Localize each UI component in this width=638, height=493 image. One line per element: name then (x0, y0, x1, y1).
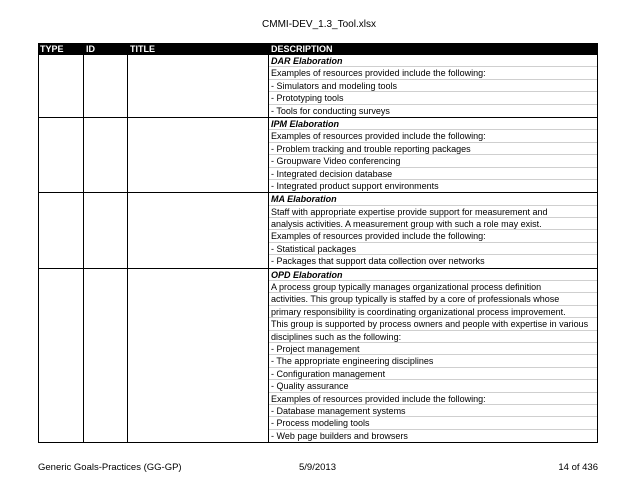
elaboration-heading: DAR Elaboration (269, 55, 597, 67)
description-line: - Integrated product support environments (271, 180, 439, 191)
description-line: - Problem tracking and trouble reporting packages (269, 143, 597, 155)
table-row (38, 269, 598, 443)
description-line: - Statistical packages (269, 243, 597, 255)
description-cell (269, 193, 597, 267)
footer-page-number: 14 of 436 (558, 462, 598, 473)
description-line: - Project management (269, 343, 597, 355)
header-title: TITLE (130, 44, 155, 54)
description-line: A process group typically manages organizational process definition (269, 281, 597, 293)
header-description: DESCRIPTION (271, 44, 333, 54)
description-cell (269, 118, 597, 192)
description-line: Examples of resources provided include the following: (269, 230, 597, 242)
description-line: disciplines such as the following: (269, 331, 597, 343)
description-line: activities. This group typically is staffed by a core of professionals whose (269, 293, 597, 305)
description-line: - Groupware Video conferencing (269, 155, 597, 167)
id-cell (84, 118, 128, 192)
description-line: This group is supported by process owners and people with expertise in various (269, 318, 597, 330)
elaboration-heading: MA Elaboration (269, 193, 597, 205)
table-row (38, 55, 598, 118)
elaboration-heading: OPD Elaboration (269, 269, 597, 281)
description-line: Staff with appropriate expertise provide support for measurement and (269, 206, 597, 218)
type-cell (39, 269, 84, 442)
description-line: - Integrated decision database (269, 168, 597, 180)
description-line: primary responsibility is coordinating organizational process improvement. (269, 306, 597, 318)
table-header-row (38, 43, 598, 55)
title-cell (128, 118, 269, 192)
title-cell (128, 193, 269, 267)
description-line: Examples of resources provided include the following: (269, 67, 597, 79)
description-line: - Prototyping tools (269, 92, 597, 104)
title-cell (128, 269, 269, 442)
description-line: Examples of resources provided include the following: (269, 393, 597, 405)
description-line: - Configuration management (269, 368, 597, 380)
description-line: - Database management systems (269, 405, 597, 417)
id-cell (84, 55, 128, 117)
description-line: - Tools for conducting surveys (271, 105, 390, 116)
spreadsheet-table (38, 43, 598, 443)
description-line: Examples of resources provided include the following: (269, 130, 597, 142)
description-line: - Quality assurance (269, 380, 597, 392)
description-line: - Web page builders and browsers (271, 430, 408, 441)
header-id: ID (86, 44, 95, 54)
footer-section-name: Generic Goals-Practices (GG-GP) (38, 462, 182, 473)
page-footer (38, 462, 598, 474)
footer-date: 5/9/2013 (299, 462, 336, 473)
description-cell (269, 269, 597, 442)
document-title: CMMI-DEV_1.3_Tool.xlsx (262, 19, 376, 30)
id-cell (84, 269, 128, 442)
table-row (38, 193, 598, 268)
type-cell (39, 193, 84, 267)
type-cell (39, 55, 84, 117)
description-line: - Process modeling tools (269, 417, 597, 429)
description-cell (269, 55, 597, 117)
description-line: - Simulators and modeling tools (269, 80, 597, 92)
description-line: - Packages that support data collection over networks (271, 256, 485, 267)
description-line: analysis activities. A measurement group with such a role may exist. (269, 218, 597, 230)
type-cell (39, 118, 84, 192)
title-cell (128, 55, 269, 117)
id-cell (84, 193, 128, 267)
elaboration-heading: IPM Elaboration (269, 118, 597, 130)
table-row (38, 118, 598, 193)
header-type: TYPE (40, 44, 64, 54)
description-line: - The appropriate engineering disciplines (269, 355, 597, 367)
